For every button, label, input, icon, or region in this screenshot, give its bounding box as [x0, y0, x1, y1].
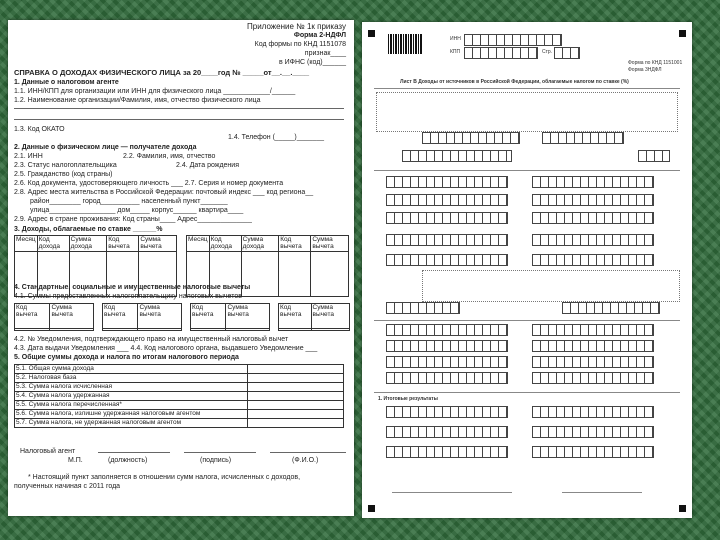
row-100-cells [532, 234, 654, 246]
total-row-5: 5.5. Сумма налога перечисленная* [15, 401, 248, 410]
result-cells-5 [386, 446, 508, 458]
footnote-line2: полученных начиная с 2011 года [14, 483, 121, 490]
col-code: Код вычета [15, 304, 50, 329]
row-050-cells [386, 194, 508, 206]
row-200-cells [532, 356, 654, 368]
col-sum: Сумма вычета [226, 304, 270, 329]
row-190-cells [386, 356, 508, 368]
corner-marker-br [679, 505, 686, 512]
col-code: Код вычета [103, 304, 138, 329]
inn-cells [464, 34, 562, 46]
stamp-label: М.П. [68, 457, 83, 464]
row-150-cells [386, 324, 508, 336]
signature-line [184, 452, 256, 453]
section4-heading: 4. Стандартные, социальные и имущественные налоговые вычеты [14, 284, 251, 291]
col-deduction-sum: Сумма вычета [139, 236, 177, 252]
date-line [562, 492, 642, 493]
form-2ndfl-sheet [8, 20, 354, 516]
name-underline [14, 108, 344, 109]
section1-heading: 1. Данные о налоговом агенте [14, 79, 119, 86]
col-sum: Сумма вычета [138, 304, 182, 329]
status-field: 2.3. Статус налогоплательщика [14, 162, 117, 169]
divider [374, 320, 680, 321]
form-name: Форма 2-НДФЛ [293, 32, 346, 39]
priznak-field: признак____ [304, 50, 346, 57]
citizenship-field: 2.5. Гражданство (код страны) [14, 171, 113, 178]
appendix-label: Приложение № 1к приказу [247, 22, 346, 31]
row-110-cells [386, 254, 508, 266]
name-underline-2 [14, 119, 344, 120]
row-020-cells-b [638, 150, 670, 162]
row-060-cells [532, 194, 654, 206]
row-030-cells [386, 176, 508, 188]
col-code: Код вычета [279, 304, 312, 329]
address-block [422, 270, 680, 302]
document-code-field: 2.6. Код документа, удостоверяющего личность ___ 2.7. Серия и номер документа [14, 180, 284, 187]
row-140-cells [562, 302, 660, 314]
row-170-cells [386, 340, 508, 352]
section1-line2: 1.2. Наименование организации/Фамилия, имя, отчество физического лица [14, 97, 261, 104]
total-row-2: 5.2. Налоговая база [15, 374, 248, 383]
totals-table [14, 364, 344, 428]
col-income-sum: Сумма дохода [69, 236, 107, 252]
row-020-cells [402, 150, 512, 162]
fio-caption: (Ф.И.О.) [292, 457, 319, 464]
deduction-table-3 [190, 303, 270, 331]
result-cells-1 [386, 406, 508, 418]
result-cells-3 [386, 426, 508, 438]
total-row-1: 5.1. Общая сумма дохода [15, 365, 248, 374]
row-210-cells [386, 372, 508, 384]
total-row-4: 5.4. Сумма налога удержанная [15, 392, 248, 401]
page-label: Стр. [542, 49, 553, 55]
col-income-sum: Сумма дохода [241, 236, 279, 252]
deduction-table-2 [102, 303, 182, 331]
knd-code: Код формы по КНД 1151078 [254, 41, 346, 48]
notification-date: 4.3. Дата выдачи Уведомления ___ 4.4. Код налогового органа, выдавшего Уведомление ___ [14, 345, 318, 352]
fio-field: 2.2. Фамилия, имя, отчество [123, 153, 216, 160]
birthdate-field: 2.4. Дата рождения [176, 162, 239, 169]
foreign-address-line: 2.9. Адрес в стране проживания: Код страны____ Адрес______________ [14, 216, 252, 223]
total-row-3: 5.3. Сумма налога исчисленная [15, 383, 248, 392]
total-row-6: 5.6. Сумма налога, излишне удержанная налоговым агентом [15, 410, 248, 419]
position-caption: (должность) [108, 457, 148, 464]
position-line [98, 452, 170, 453]
okato-field: 1.3. Код ОКАТО [14, 126, 65, 133]
form-name-right: Форма 3НДФЛ [628, 67, 662, 73]
divider [374, 170, 680, 171]
col-month: Месяц [187, 236, 210, 252]
row-090-cells [386, 234, 508, 246]
address-line: 2.8. Адрес места жительства в Российской Федерации: почтовый индекс ___ код региона__ [14, 189, 314, 196]
document-title: СПРАВКА О ДОХОДАХ ФИЗИЧЕСКОГО ЛИЦА за 20____год № _____от__.__.____ [14, 68, 310, 77]
footnote-line1: * Настоящий пункт заполняется в отношении сумм налога, исчисленных с доходов, [28, 474, 301, 481]
result-cells-6 [532, 446, 654, 458]
divider [374, 88, 680, 89]
section4-line1: 4.1. Суммы предоставленных налогоплательщику налоговых вычетов [14, 293, 242, 300]
deduction-table-1 [14, 303, 94, 331]
signature-caption: (подпись) [200, 457, 232, 464]
list-title: Лист В Доходы от источников в Российской Федерации, облагаемые налогом по ставке (%) [400, 79, 629, 85]
kpp-label: КПП [450, 49, 461, 55]
col-month: Месяц [15, 236, 38, 252]
col-income-code: Код дохода [209, 236, 241, 252]
inn-field: 2.1. ИНН [14, 153, 43, 160]
col-sum: Сумма вычета [311, 304, 349, 329]
kpp-cells [464, 47, 538, 59]
deduction-table-4 [278, 303, 350, 331]
district-line: район________ город__________ населенный пункт_______ [30, 198, 228, 205]
row-070-cells [386, 212, 508, 224]
row-120-cells [532, 254, 654, 266]
row-130-cells [386, 302, 460, 314]
col-income-code: Код дохода [37, 236, 69, 252]
declaration-sheet [362, 22, 692, 518]
inn-label: ИНН [450, 36, 461, 42]
tax-agent-label: Налоговый агент [20, 448, 76, 455]
row-180-cells [532, 340, 654, 352]
row-080-cells [532, 212, 654, 224]
col-deduction-code: Код вычета [107, 236, 139, 252]
form-code-right: Форма по КНД 1151001 [628, 60, 683, 66]
signature-line [392, 492, 512, 493]
corner-marker-tr [679, 30, 686, 37]
results-title: 1. Итоговые результаты [378, 396, 438, 402]
section2-heading: 2. Данные о физическом лице — получателе дохода [14, 144, 197, 151]
row-040-cells [532, 176, 654, 188]
col-code: Код вычета [191, 304, 226, 329]
section5-heading: 5. Общие суммы дохода и налога по итогам налогового периода [14, 354, 239, 361]
section3-heading: 3. Доходы, облагаемые по ставке ______% [14, 226, 163, 233]
section1-line1: 1.1. ИНН/КПП для организации или ИНН для физического лица ____________/______ [14, 88, 296, 95]
notification-number: 4.2. № Уведомления, подтверждающего право на имущественный налоговый вычет [14, 336, 289, 343]
divider [374, 392, 680, 393]
row-220-cells [532, 372, 654, 384]
row-160-cells [532, 324, 654, 336]
row-010-cells-b [542, 132, 624, 144]
source-block [376, 92, 678, 132]
phone-field: 1.4. Телефон (_____)_______ [228, 134, 324, 141]
street-line: улица_________________ дом_____ корпус______ квартира____ [30, 207, 244, 214]
total-row-7: 5.7. Сумма налога, не удержанная налоговым агентом [15, 419, 248, 428]
col-deduction-code: Код вычета [279, 236, 311, 252]
col-deduction-sum: Сумма вычета [311, 236, 349, 252]
barcode-icon [388, 34, 422, 54]
ifns-field: в ИФНС (код)______ [278, 59, 346, 66]
page-cells [554, 47, 580, 59]
fio-line [270, 452, 346, 453]
result-cells-4 [532, 426, 654, 438]
row-010-cells [422, 132, 520, 144]
corner-marker-bl [368, 505, 375, 512]
col-sum: Сумма вычета [50, 304, 94, 329]
result-cells-2 [532, 406, 654, 418]
corner-marker-tl [368, 30, 375, 37]
